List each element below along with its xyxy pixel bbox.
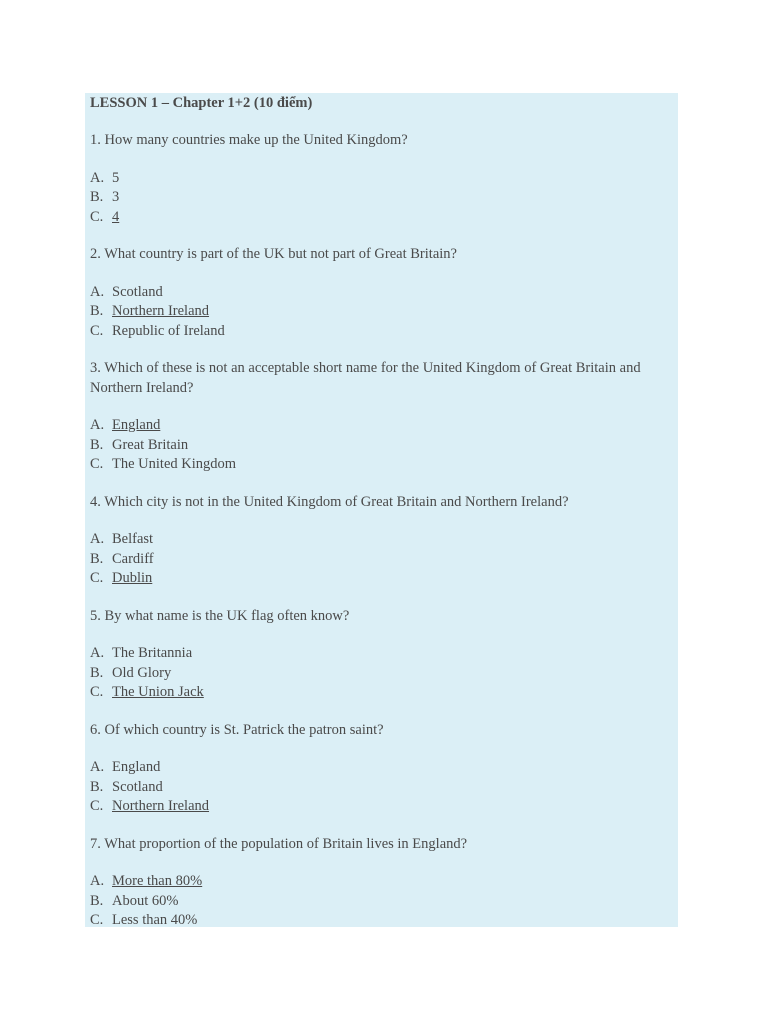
correct-answer: The Union Jack <box>112 684 204 700</box>
correct-answer: More than 80% <box>112 873 203 889</box>
question-3-options <box>90 416 670 475</box>
question-6-options <box>90 758 670 817</box>
option-6a: A. England <box>90 759 161 775</box>
option-7a: A. More than 80% <box>90 873 203 889</box>
option-4c: C. Dublin <box>90 570 153 586</box>
correct-answer: Northern Ireland <box>112 303 210 319</box>
question-2-options <box>90 283 670 342</box>
option-3b: B. Great Britain <box>90 436 189 453</box>
question-7-options <box>90 872 670 931</box>
option-6b: B. Scotland <box>90 778 163 795</box>
correct-answer: 4 <box>112 208 120 225</box>
question-1-text: 1. How many countries make up the United Kingdom? <box>90 132 408 148</box>
option-5c: C. The Union Jack <box>90 684 204 700</box>
correct-answer: England <box>112 417 161 433</box>
question-5-options <box>90 644 670 703</box>
option-4a: A. Belfast <box>90 531 154 547</box>
option-7b: B. About 60% <box>90 892 179 909</box>
question-3-text: 3. Which of these is not an acceptable short name for the United Kingdom of Great Britain and Northern Ireland? <box>90 360 641 396</box>
question-5-text: 5. By what name is the UK flag often know? <box>90 607 350 624</box>
question-6-text: 6. Of which country is St. Patrick the patron saint? <box>90 721 384 738</box>
option-5b: B. Old Glory <box>90 664 172 681</box>
quiz-document <box>90 93 670 949</box>
question-1-options <box>90 169 670 228</box>
lesson-title: LESSON 1 – Chapter 1+2 (10 điểm) <box>90 95 313 111</box>
option-6c: C. Northern Ireland <box>90 798 210 814</box>
option-3a: A. England <box>90 417 161 433</box>
question-7-text: 7. What proportion of the population of Britain lives in England? <box>90 835 468 852</box>
option-2c: C. Republic of Ireland <box>90 322 225 339</box>
correct-answer: Northern Ireland <box>112 798 210 814</box>
option-5a: A. The Britannia <box>90 645 193 661</box>
option-7c: C. Less than 40% <box>90 912 198 928</box>
option-2a: A. Scotland <box>90 283 163 300</box>
question-4-text: 4. Which city is not in the United Kingdom of Great Britain and Northern Ireland? <box>90 493 569 510</box>
option-4b: B. Cardiff <box>90 550 154 567</box>
question-2-text: 2. What country is part of the UK but not part of Great Britain? <box>90 246 457 262</box>
option-1b: B. 3 <box>90 189 120 205</box>
option-3c: C. The United Kingdom <box>90 456 237 472</box>
option-2b: B. Northern Ireland <box>90 303 210 319</box>
correct-answer: Dublin <box>112 570 153 586</box>
option-1a: A. 5 <box>90 169 120 186</box>
question-4-options <box>90 530 670 589</box>
option-1c: C. 4 <box>90 208 120 225</box>
